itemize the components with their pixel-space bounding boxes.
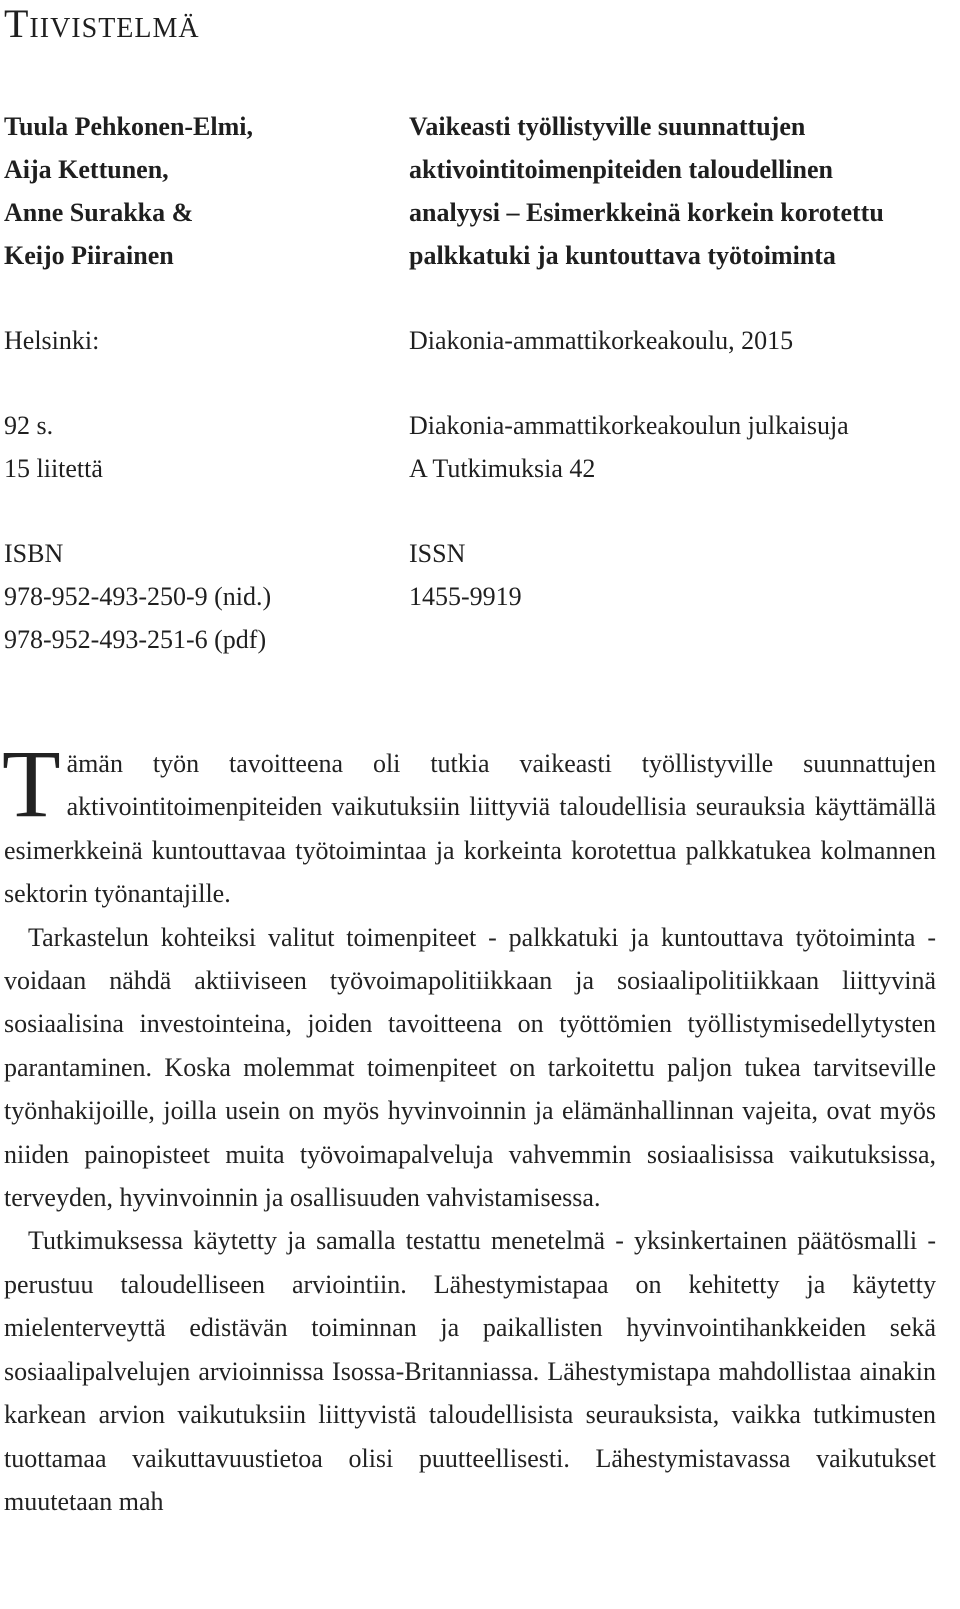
paragraph-text: ämän työn tavoitteena oli tutkia vaikeasti työllistyville suunnattujen aktivointitoimenpiteiden vaikutuksiin liittyviä taloudellisia seurauksia käyttämällä esimerkkeinä kuntouttavaa työtoimintaa ja korkeinta korotettua palkkatukea kolmannen sektorin työnantajille.	[4, 749, 936, 909]
page-heading: Tiivistelmä	[4, 1, 200, 46]
series-name: Diakonia-ammattikorkeakoulun julkaisuja	[409, 411, 849, 440]
publication-metadata	[4, 105, 954, 661]
publisher-row	[4, 319, 954, 362]
author-name: Keijo Piirainen	[4, 241, 174, 270]
issn-label: ISSN	[409, 539, 466, 568]
authors-title-row	[4, 105, 954, 277]
isbn-print: 978-952-493-250-9 (nid.)	[4, 582, 272, 611]
publisher: Diakonia-ammattikorkeakoulu, 2015	[409, 326, 794, 355]
series-number: A Tutkimuksia 42	[409, 454, 596, 483]
place-label: Helsinki:	[4, 326, 100, 355]
drop-cap: T	[2, 730, 61, 837]
identifiers-row	[4, 532, 954, 661]
appendix-count: 15 liitettä	[4, 454, 103, 483]
title-line: Vaikeasti työllistyville suunnattujen	[409, 112, 806, 141]
page-count: 92 s.	[4, 411, 54, 440]
author-name: Aija Kettunen,	[4, 155, 169, 184]
author-name: Tuula Pehkonen-Elmi,	[4, 112, 254, 141]
isbn-pdf: 978-952-493-251-6 (pdf)	[4, 625, 267, 654]
abstract-paragraph: Tarkastelun kohteiksi valitut toimenpiteet - palkkatuki ja kuntouttava työtoiminta - voidaan nähdä aktiiviseen työvoimapolitiikkaan ja sosiaalipolitiikkaan liittyvinä sosiaalisina investointeina, joiden tavoitteena on työttömien työllistymisedellytysten parantaminen. Koska molemmat toimenpiteet on tarkoitettu paljon tukea tarvitseville työnhakijoille, joilla usein on myös hyvinvoinnin ja elämänhallinnan vajeita, ovat myös niiden painopisteet muita työvoimapalveluja vahvemmin sosiaalisissa vaikutuksissa, terveyden, hyvinvoinnin ja osallisuuden vahvistamisessa.	[4, 922, 936, 1213]
abstract-paragraph	[2, 730, 936, 916]
title-line: analyysi – Esimerkkeinä korkein korotettu	[409, 198, 884, 227]
series-row	[4, 404, 954, 490]
publication-title	[409, 105, 954, 277]
abstract-body	[2, 730, 936, 1523]
title-line: palkkatuki ja kuntouttava työtoiminta	[409, 241, 836, 270]
abstract-paragraph: Tutkimuksessa käytetty ja samalla testattu menetelmä - yksinkertainen päätösmalli - perustuu taloudelliseen arviointiin. Lähestymistapaa on kehitetty ja käytetty mielenterveyttä edistävän toiminnan ja paikallisten hyvinvointihankkeiden sekä sosiaalipalvelujen arvioinnissa Isossa-Britanniassa. Lähestymistapa mahdollistaa ainakin karkean arvion vaikutuksiin liittyvistä taloudellisista seurauksista, vaikka tutkimusten tuottamaa vaikuttavuustietoa olisi puutteellisesti. Lähestymistavassa vaikutukset muutetaan mah	[4, 1226, 936, 1516]
issn-number: 1455-9919	[409, 582, 522, 611]
author-name: Anne Surakka &	[4, 198, 194, 227]
authors-block	[4, 105, 409, 277]
title-line: aktivointitoimenpiteiden taloudellinen	[409, 155, 833, 184]
isbn-label: ISBN	[4, 539, 64, 568]
